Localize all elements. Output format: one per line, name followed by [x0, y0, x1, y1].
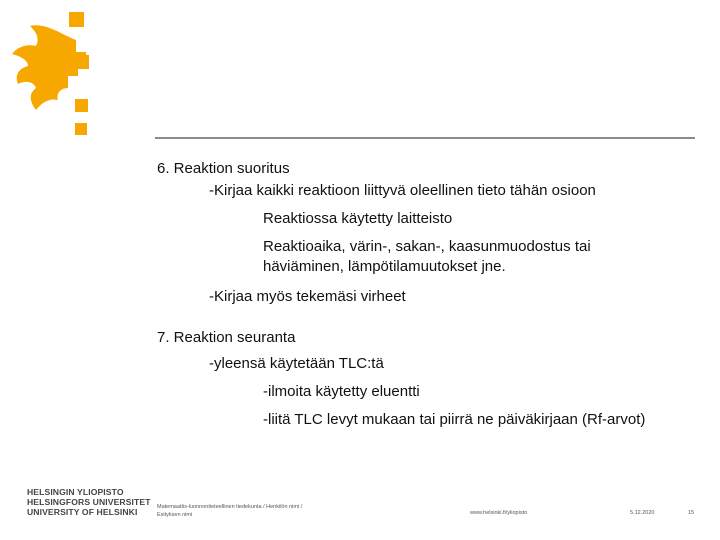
university-name: [27, 487, 151, 517]
section-6-heading: 6. Reaktion suoritus: [157, 160, 290, 177]
footer-website: www.helsinki.fi/yliopisto: [470, 510, 528, 516]
section-7-sub-bullet-1: -ilmoita käytetty eluentti: [263, 383, 420, 400]
footer-page-number: 15: [688, 510, 695, 516]
footer-faculty: Matemaattis-luonnontieteellinen tiedekunta / Henkilön nimi /: [157, 504, 303, 510]
footer-presentation-name: Esityksen nimi: [157, 512, 193, 518]
university-name-sv: HELSINGFORS UNIVERSITET: [27, 497, 151, 507]
section-6-sub-bullet-2b: häviäminen, lämpötilamuutokset jne.: [263, 258, 506, 275]
university-name-fi: HELSINGIN YLIOPISTO: [27, 487, 124, 497]
section-6-sub-bullet-1: Reaktiossa käytetty laitteisto: [263, 210, 453, 227]
section-6-bullet-2: -Kirjaa myös tekemäsi virheet: [209, 288, 406, 305]
section-6-bullet-1: -Kirjaa kaikki reaktioon liittyvä oleellinen tieto tähän osioon: [209, 182, 596, 199]
university-name-en: UNIVERSITY OF HELSINKI: [27, 507, 138, 517]
section-7-bullet-1: -yleensä käytetään TLC:tä: [209, 355, 384, 372]
section-7-heading: 7. Reaktion seuranta: [157, 329, 296, 346]
header-divider: [155, 137, 695, 139]
section-7-sub-bullet-2: -liitä TLC levyt mukaan tai piirrä ne päiväkirjaan (Rf-arvot): [263, 411, 646, 428]
section-6-sub-bullet-2a: Reaktioaika, värin-, sakan-, kaasunmuodostus tai: [263, 238, 591, 255]
university-flame-logo: [6, 2, 92, 138]
footer-date: 5.12.2020: [630, 510, 655, 516]
slide-content: [157, 158, 702, 431]
footer-presentation-info: [157, 503, 302, 519]
